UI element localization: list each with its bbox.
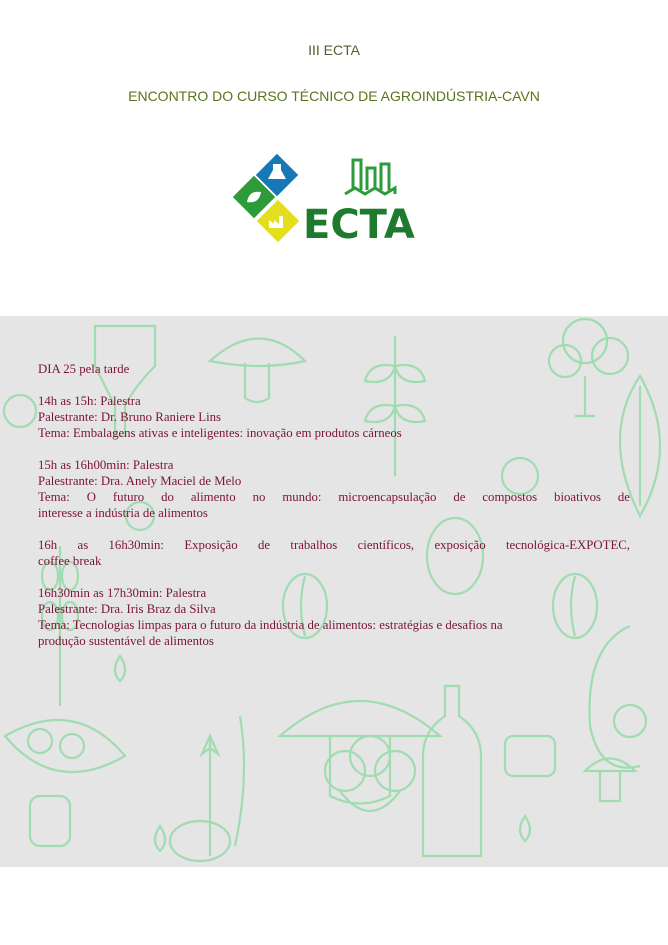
event-subtitle: ENCONTRO DO CURSO TÉCNICO DE AGROINDÚSTRIA-CAVN — [128, 88, 540, 104]
event-1-speaker: Palestrante: Dr. Bruno Raniere Lins — [38, 410, 222, 424]
schedule-day: DIA 25 pela tarde — [38, 362, 130, 376]
event-4-topic-line1: Tema: Tecnologias limpas para o futuro da indústria de alimentos: estratégias e desafios na — [38, 618, 503, 632]
logo-text: ECTA — [303, 202, 415, 248]
event-4-topic-line2: produção sustentável de alimentos — [38, 634, 214, 648]
event-title: III ECTA — [308, 42, 360, 58]
event-1-time: 14h as 15h: Palestra — [38, 394, 141, 408]
event-3-line2: coffee break — [38, 554, 102, 568]
event-2-speaker: Palestrante: Dra. Anely Maciel de Melo — [38, 474, 242, 488]
event-2-topic-line1: Tema: O futuro do alimento no mundo: microencapsulação de compostos bioativos de — [38, 490, 630, 504]
industry-icon — [345, 160, 395, 194]
event-2-topic-line2: interesse a indústria de alimentos — [38, 506, 208, 520]
ecta-logo — [225, 150, 425, 280]
event-4-time: 16h30min as 17h30min: Palestra — [38, 586, 207, 600]
event-4-speaker: Palestrante: Dra. Iris Braz da Silva — [38, 602, 216, 616]
event-3-line1: 16h as 16h30min: Exposição de trabalhos científicos, exposição tecnológica-EXPOTEC, — [38, 538, 630, 552]
event-1-topic: Tema: Embalagens ativas e inteligentes: inovação em produtos cárneos — [38, 426, 402, 440]
schedule — [38, 361, 630, 649]
event-2-time: 15h as 16h00min: Palestra — [38, 458, 174, 472]
